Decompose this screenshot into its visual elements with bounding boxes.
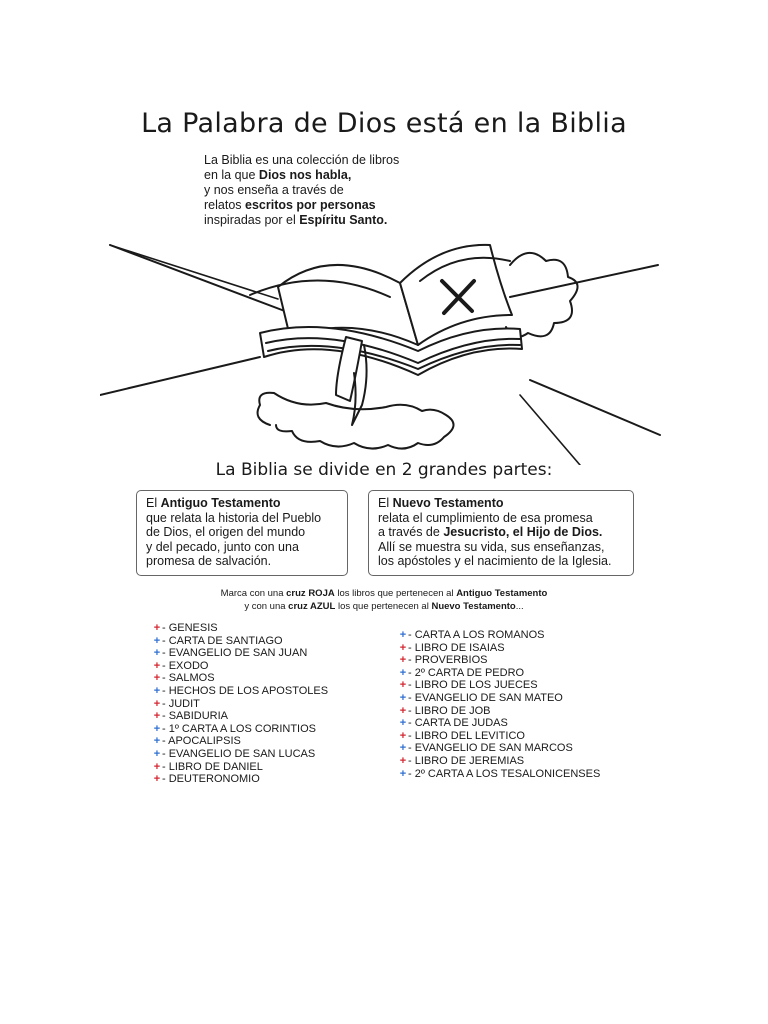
box-heading: El Nuevo Testamento [378,496,504,510]
list-item: + - EXODO [153,659,209,672]
cross-mark-icon[interactable]: + [399,754,407,767]
section-heading: La Biblia se divide en 2 grandes partes: [215,460,553,480]
box-line: los apóstoles y el nacimiento de la Iglesia. [378,554,612,568]
list-item: + - CARTA DE JUDAS [399,717,508,730]
intro-paragraph [204,153,399,228]
instruction-line: Marca con una cruz ROJA los libros que pertenecen al Antiguo Testamento [220,588,548,599]
cross-mark-icon[interactable]: + [153,722,161,735]
cross-mark-icon[interactable]: + [399,641,407,654]
cross-mark-icon[interactable]: + [153,735,161,748]
cross-mark-icon[interactable]: + [153,760,161,773]
old-testament-box [136,490,348,576]
cross-mark-icon[interactable]: + [399,742,407,755]
instructions [0,587,768,613]
light-ray [510,265,658,297]
box-line: de Dios, el origen del mundo [146,525,306,539]
cross-mark-icon[interactable]: + [399,629,407,641]
list-item: + - EVANGELIO DE SAN LUCAS [153,747,316,760]
box-line: que relata la historia del Pueblo [146,510,322,525]
light-ray [100,357,260,395]
list-item: + - PROVERBIOS [399,654,488,667]
cross-mark-icon[interactable]: + [153,747,161,760]
cross-mark-icon[interactable]: + [153,622,161,634]
cross-mark-icon[interactable]: + [399,704,407,717]
list-item: + - EVANGELIO DE SAN JUAN [153,647,308,660]
cross-mark-icon[interactable]: + [399,654,407,667]
cross-mark-icon[interactable]: + [399,691,407,704]
cross-mark-icon[interactable]: + [153,697,161,710]
intro-line: inspiradas por el Espíritu Santo. [204,213,388,227]
box-line: relata el cumplimiento de esa promesa [378,510,593,525]
box-line: a través de Jesucristo, el Hijo de Dios. [378,525,603,539]
box-line: Allí se muestra su vida, sus enseñanzas, [378,539,605,554]
intro-line: en la que Dios nos habla, [204,168,352,182]
cross-mark-icon[interactable]: + [399,767,407,780]
light-ray [110,245,278,299]
books-list-left [152,622,328,786]
list-item: + - LIBRO DE ISAIAS [399,641,505,654]
box-line: promesa de salvación. [146,554,272,568]
list-item: + - SABIDURIA [153,710,229,723]
list-item: + - LIBRO DEL LEVITICO [399,729,525,742]
list-item: + - 2º CARTA DE PEDRO [399,666,525,679]
cross-mark-icon[interactable]: + [153,647,161,660]
cross-mark-icon[interactable]: + [399,679,407,692]
list-item: + - 1º CARTA A LOS CORINTIOS [153,722,316,735]
instruction-line: y con una cruz AZUL los que pertenecen al Nuevo Testamento... [244,601,524,612]
box-line: y del pecado, junto con una [146,539,299,554]
cross-mark-icon[interactable]: + [153,710,161,723]
light-ray [520,395,580,465]
cross-mark-icon[interactable]: + [153,634,161,647]
list-item: + - LIBRO DE JEREMIAS [399,754,525,767]
open-bible-illustration [100,225,668,465]
list-item: + - SALMOS [153,672,215,685]
cross-mark-icon[interactable]: + [153,672,161,685]
cross-mark-icon[interactable]: + [399,729,407,742]
list-item: + - JUDIT [153,697,200,710]
list-item: + - LIBRO DE LOS JUECES [399,679,538,692]
box-heading: El Antiguo Testamento [146,496,281,510]
books-list-right [398,629,600,780]
light-ray [110,245,290,313]
list-item: + - DEUTERONOMIO [153,773,260,786]
page-title: La Palabra de Dios está en la Biblia [141,108,627,139]
list-item: + - EVANGELIO DE SAN MATEO [399,691,563,704]
light-ray [530,380,660,435]
list-item: + - CARTA DE SANTIAGO [153,634,283,647]
list-item: + - LIBRO DE JOB [399,704,491,717]
new-testament-box [368,490,634,576]
list-item: + - HECHOS DE LOS APOSTOLES [153,684,329,697]
list-item: + - LIBRO DE DANIEL [153,760,263,773]
list-item: + - GENESIS [153,622,218,634]
list-item: + - EVANGELIO DE SAN MARCOS [399,742,573,755]
cross-mark-icon[interactable]: + [399,666,407,679]
cross-mark-icon[interactable]: + [153,684,161,697]
list-item: + - CARTA A LOS ROMANOS [399,629,545,641]
cross-mark-icon[interactable]: + [153,659,161,672]
list-item: + - APOCALIPSIS [153,735,241,748]
intro-line: y nos enseña a través de [204,183,344,197]
cross-mark-icon[interactable]: + [153,773,161,786]
list-item: + - 2º CARTA A LOS TESALONICENSES [399,767,601,780]
intro-line: La Biblia es una colección de libros [204,153,400,167]
intro-line: relatos escritos por personas [204,198,376,212]
cross-mark-icon[interactable]: + [399,717,407,730]
